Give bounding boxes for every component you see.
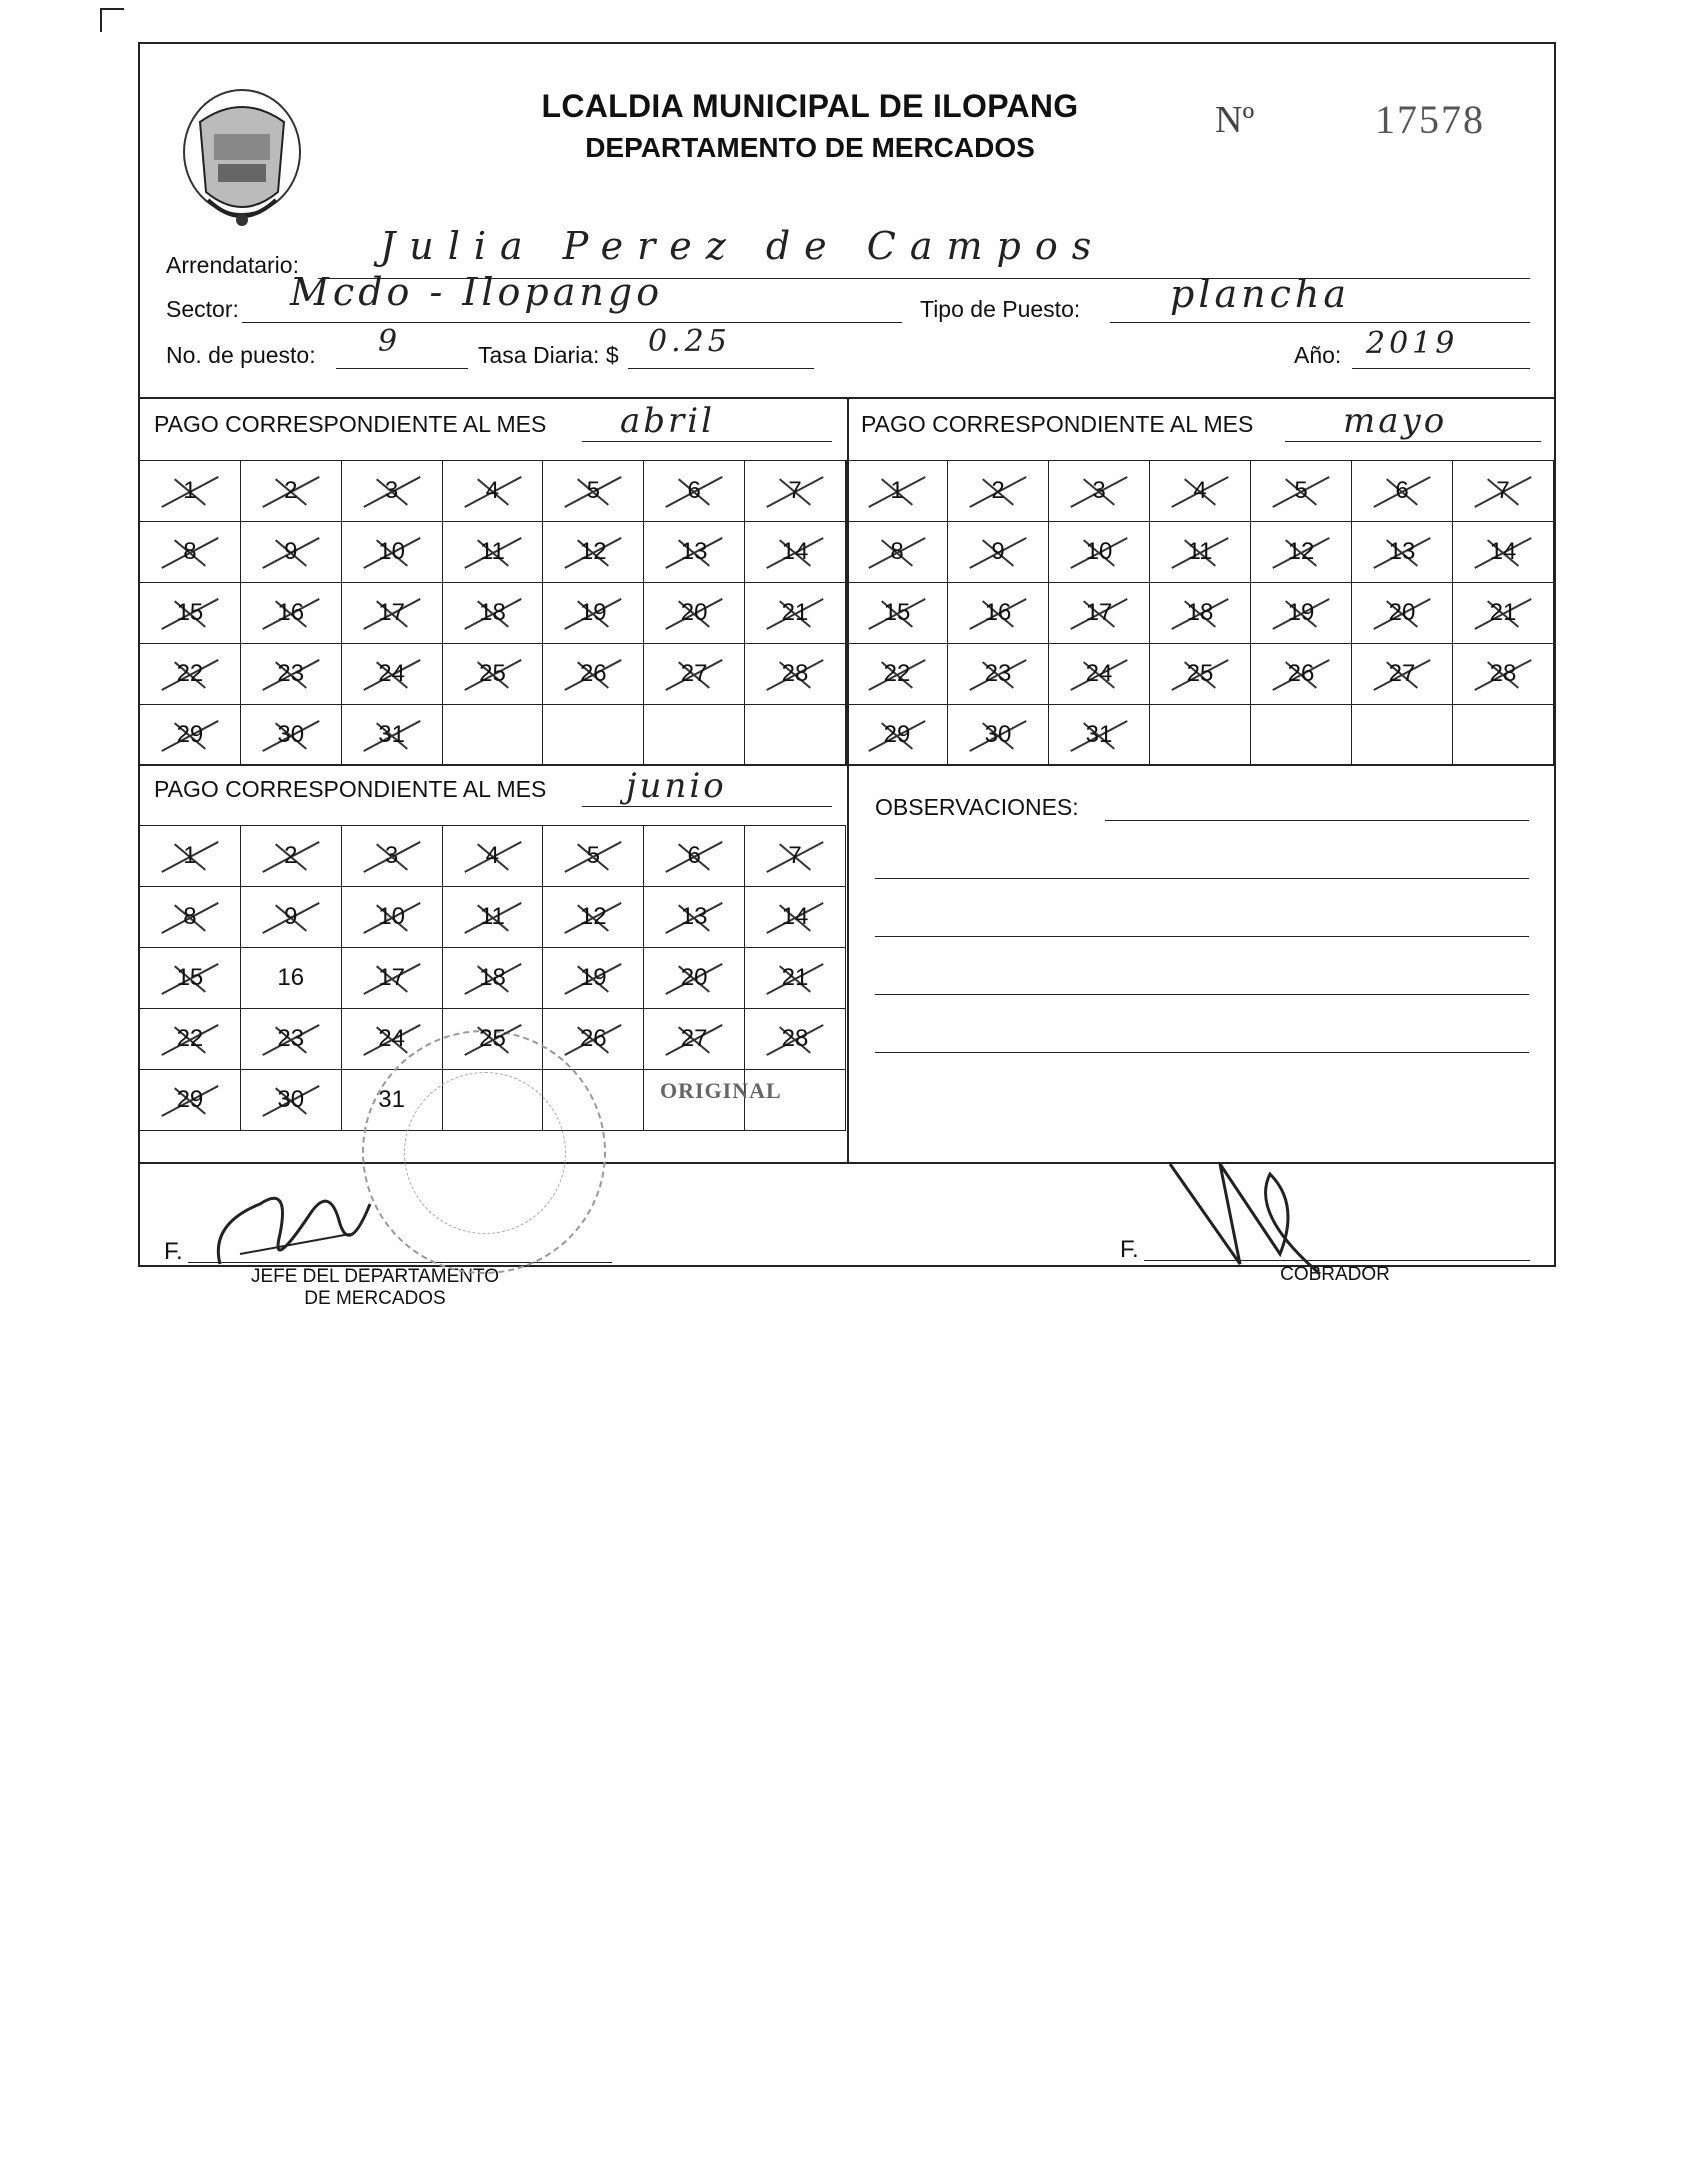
day-cell [341, 948, 442, 1009]
day-grid [846, 460, 1554, 766]
day-number: 3 [384, 477, 399, 504]
day-row [847, 644, 1554, 705]
day-cell [240, 948, 341, 1009]
day-number: 4 [485, 477, 500, 504]
day-cell [745, 522, 846, 583]
day-cell [341, 705, 442, 766]
day-number: 29 [883, 721, 911, 748]
day-number: 15 [176, 964, 204, 991]
day-cell [543, 826, 644, 887]
day-number: 20 [1388, 599, 1416, 626]
day-number: 26 [579, 1025, 607, 1052]
month-heading: PAGO CORRESPONDIENTE AL MES [154, 776, 547, 802]
tipo-puesto-label: Tipo de Puesto: [920, 296, 1081, 322]
month-name-line [582, 806, 832, 807]
month-name-line [582, 441, 832, 442]
day-number: 22 [176, 1025, 204, 1052]
day-cell [1251, 583, 1352, 644]
puesto-line [336, 368, 468, 369]
day-number: 21 [781, 599, 809, 626]
tipo-puesto-line [1110, 322, 1530, 323]
day-number: 3 [384, 842, 399, 869]
day-cell [1453, 644, 1554, 705]
day-number: 27 [680, 1025, 708, 1052]
day-cell [140, 705, 241, 766]
day-number: 27 [1388, 660, 1416, 687]
day-number: 8 [183, 538, 197, 565]
day-row [847, 705, 1554, 766]
day-cell [1049, 705, 1150, 766]
month-heading: PAGO CORRESPONDIENTE AL MES [154, 411, 547, 437]
month-name-line [1285, 441, 1541, 442]
month-block-may [847, 399, 1556, 764]
day-cell [847, 461, 948, 522]
day-cell [240, 461, 341, 522]
months-area [140, 399, 1554, 1162]
day-number: 12 [579, 538, 607, 565]
day-cell [745, 887, 846, 948]
month-name: abril [620, 401, 716, 441]
day-number: 7 [788, 842, 802, 869]
day-number: 28 [781, 660, 809, 687]
day-cell [140, 461, 241, 522]
anio-line [1352, 368, 1530, 369]
day-cell [644, 583, 745, 644]
day-number: 5 [586, 477, 600, 504]
market-payment-card [138, 42, 1556, 1309]
day-cell [240, 1070, 341, 1131]
day-number: 11 [479, 538, 505, 565]
day-cell [847, 644, 948, 705]
day-row [847, 522, 1554, 583]
day-number: 21 [781, 964, 809, 991]
day-row [140, 705, 846, 766]
day-number: 24 [1085, 660, 1113, 687]
day-cell [140, 887, 241, 948]
day-number: 30 [277, 1086, 305, 1113]
day-number: 30 [277, 721, 305, 748]
day-row [140, 826, 846, 887]
day-cell [341, 522, 442, 583]
right-signature-scribble [1150, 1144, 1350, 1294]
day-number: 20 [680, 964, 708, 991]
left-signature-f: F. [164, 1238, 183, 1265]
day-cell [341, 826, 442, 887]
day-number: 31 [1085, 721, 1113, 748]
day-cell [644, 705, 745, 766]
tasa-value: 0.25 [648, 324, 731, 359]
day-cell [543, 705, 644, 766]
day-number: 31 [378, 721, 405, 748]
day-cell [1150, 583, 1251, 644]
tipo-puesto-value: plancha [1170, 272, 1351, 316]
day-cell [543, 583, 644, 644]
day-cell [1352, 461, 1453, 522]
day-cell [543, 887, 644, 948]
day-cell [140, 522, 241, 583]
day-number: 14 [1489, 538, 1517, 565]
day-number: 13 [1388, 538, 1416, 565]
day-number: 2 [991, 477, 1005, 504]
day-cell [1453, 461, 1554, 522]
day-number: 10 [378, 538, 405, 565]
day-cell [745, 583, 846, 644]
day-grid [139, 460, 846, 766]
day-number: 24 [378, 660, 405, 687]
day-number: 16 [984, 599, 1012, 626]
day-cell [745, 1009, 846, 1070]
observaciones-block [847, 764, 1556, 1162]
stamp-inner-ring [404, 1072, 566, 1234]
anio-label: Año: [1294, 342, 1342, 368]
day-cell [644, 887, 745, 948]
sector-label: Sector: [166, 296, 239, 322]
municipality-title: LCALDIA MUNICIPAL DE ILOPANG [541, 88, 1079, 124]
day-cell [1150, 522, 1251, 583]
day-number: 25 [1186, 660, 1214, 687]
day-cell [442, 522, 543, 583]
month-name: mayo [1343, 401, 1448, 441]
day-number: 22 [176, 660, 204, 687]
day-cell [341, 583, 442, 644]
sector-line [242, 322, 902, 323]
day-cell [745, 948, 846, 1009]
day-number: 14 [781, 538, 809, 565]
day-number: 23 [277, 1025, 305, 1052]
day-number: 26 [1287, 660, 1315, 687]
day-cell [1352, 705, 1453, 766]
day-cell [644, 644, 745, 705]
caption-line: JEFE DEL DEPARTAMENTO [250, 1266, 500, 1287]
day-number: 13 [680, 903, 708, 930]
day-cell [442, 461, 543, 522]
card-header [140, 44, 1554, 399]
signature-area [140, 1162, 1554, 1309]
day-number: 31 [378, 1086, 405, 1113]
day-number: 12 [579, 903, 607, 930]
day-cell [847, 522, 948, 583]
day-row [140, 522, 846, 583]
day-cell [442, 948, 543, 1009]
day-cell [1049, 644, 1150, 705]
day-number: 11 [1187, 538, 1213, 565]
day-row [140, 887, 846, 948]
day-number: 10 [378, 903, 405, 930]
day-number: 16 [277, 599, 305, 626]
day-number: 29 [176, 721, 204, 748]
day-number: 19 [579, 964, 607, 991]
day-number: 4 [1193, 477, 1207, 504]
day-number: 20 [680, 599, 708, 626]
day-row [140, 583, 846, 644]
day-number: 29 [176, 1086, 204, 1113]
receipt-number: 17578 [1375, 97, 1485, 142]
day-number: 7 [788, 477, 802, 504]
puesto-label: No. de puesto: [166, 342, 316, 368]
day-cell [948, 522, 1049, 583]
day-number: 27 [680, 660, 708, 687]
day-number: 30 [984, 721, 1012, 748]
day-cell [948, 461, 1049, 522]
day-cell [140, 948, 241, 1009]
day-number: 9 [284, 538, 298, 565]
day-number: 7 [1496, 477, 1510, 504]
day-number: 4 [485, 842, 500, 869]
day-cell [1352, 583, 1453, 644]
day-number: 5 [586, 842, 600, 869]
municipal-seal-icon [178, 82, 306, 230]
scan-corner-mark [100, 8, 124, 32]
day-number: 24 [378, 1025, 405, 1052]
day-number: 8 [183, 903, 197, 930]
day-cell [948, 644, 1049, 705]
day-cell [1150, 644, 1251, 705]
day-cell [644, 948, 745, 1009]
observaciones-line [875, 994, 1529, 995]
day-number: 25 [479, 1025, 506, 1052]
day-cell [1251, 522, 1352, 583]
original-label: ORIGINAL [660, 1078, 782, 1103]
day-cell [644, 522, 745, 583]
day-number: 15 [176, 599, 204, 626]
day-number: 23 [984, 660, 1012, 687]
day-cell [847, 583, 948, 644]
day-cell [240, 644, 341, 705]
right-signature-f: F. [1120, 1236, 1139, 1263]
day-number: 19 [579, 599, 607, 626]
day-cell [140, 1070, 241, 1131]
day-cell [341, 887, 442, 948]
day-number: 9 [284, 903, 298, 930]
day-row [140, 948, 846, 1009]
day-number: 12 [1287, 538, 1315, 565]
day-row [847, 583, 1554, 644]
day-cell [240, 522, 341, 583]
arrendatario-value: Julia Perez de Campos [380, 224, 1106, 268]
day-number: 8 [890, 538, 904, 565]
day-cell [140, 583, 241, 644]
day-number: 6 [687, 477, 701, 504]
day-cell [1049, 583, 1150, 644]
day-number: 19 [1287, 599, 1315, 626]
day-cell [543, 461, 644, 522]
day-cell [442, 705, 543, 766]
day-cell [140, 826, 241, 887]
sector-value: Mcdo - Ilopango [290, 270, 664, 314]
day-cell [1251, 461, 1352, 522]
day-cell [1049, 522, 1150, 583]
day-number: 18 [479, 964, 506, 991]
observaciones-label: OBSERVACIONES: [875, 794, 1079, 820]
day-number: 28 [781, 1025, 809, 1052]
day-number: 25 [479, 660, 506, 687]
day-cell [1352, 644, 1453, 705]
day-number: 22 [883, 660, 911, 687]
day-cell [240, 826, 341, 887]
month-block-april [140, 399, 847, 764]
day-number: 11 [479, 903, 505, 930]
day-number: 6 [1395, 477, 1409, 504]
observaciones-line [875, 936, 1529, 937]
day-number: 13 [680, 538, 708, 565]
day-number: 18 [479, 599, 506, 626]
day-cell [644, 1009, 745, 1070]
day-cell [543, 644, 644, 705]
day-number: 26 [579, 660, 607, 687]
municipal-stamp [362, 1030, 606, 1274]
day-number: 9 [991, 538, 1005, 565]
day-row [140, 644, 846, 705]
day-cell [240, 705, 341, 766]
right-signature-caption: COBRADOR [1280, 1264, 1390, 1285]
day-cell [644, 461, 745, 522]
day-cell [745, 461, 846, 522]
day-row [847, 461, 1554, 522]
month-name: junio [626, 766, 727, 806]
day-number: 1 [183, 842, 197, 869]
day-cell [745, 705, 846, 766]
day-cell [240, 583, 341, 644]
day-number: 17 [378, 964, 405, 991]
day-cell [1453, 705, 1554, 766]
day-cell [1150, 705, 1251, 766]
day-number: 23 [277, 660, 305, 687]
day-number: 18 [1186, 599, 1214, 626]
day-cell [745, 644, 846, 705]
day-number: 6 [687, 842, 701, 869]
puesto-value: 9 [378, 324, 402, 359]
day-cell [240, 887, 341, 948]
day-number: 3 [1092, 477, 1106, 504]
department-title: DEPARTAMENTO DE MERCADOS [585, 132, 1035, 163]
day-cell [1251, 644, 1352, 705]
day-number: 14 [781, 903, 809, 930]
day-number: 28 [1489, 660, 1517, 687]
day-cell [1453, 522, 1554, 583]
tasa-label: Tasa Diaria: $ [478, 342, 619, 368]
day-number: 1 [890, 477, 904, 504]
day-number: 2 [284, 477, 298, 504]
arrendatario-label: Arrendatario: [166, 252, 299, 278]
day-cell [948, 583, 1049, 644]
day-cell [948, 705, 1049, 766]
day-cell [1453, 583, 1554, 644]
day-cell [1352, 522, 1453, 583]
day-cell [442, 644, 543, 705]
day-number: 15 [883, 599, 911, 626]
day-cell [442, 887, 543, 948]
day-cell [1049, 461, 1150, 522]
day-cell [543, 948, 644, 1009]
day-cell [140, 644, 241, 705]
day-cell [341, 644, 442, 705]
tasa-line [628, 368, 814, 369]
observaciones-line [875, 878, 1529, 879]
observaciones-line [875, 1052, 1529, 1053]
day-number: 10 [1085, 538, 1113, 565]
day-cell [745, 826, 846, 887]
month-heading: PAGO CORRESPONDIENTE AL MES [861, 411, 1254, 437]
day-number: 16 [277, 964, 305, 991]
day-number: 17 [378, 599, 405, 626]
day-number: 5 [1294, 477, 1308, 504]
day-cell [240, 1009, 341, 1070]
day-cell [1150, 461, 1251, 522]
day-cell [543, 522, 644, 583]
observaciones-line [1105, 820, 1529, 821]
day-cell [847, 705, 948, 766]
day-cell [442, 826, 543, 887]
number-label: Nº [1215, 99, 1255, 141]
day-cell [1251, 705, 1352, 766]
day-cell [140, 1009, 241, 1070]
caption-line: DE MERCADOS [304, 1288, 446, 1309]
day-cell [341, 461, 442, 522]
day-cell [442, 583, 543, 644]
day-number: 2 [284, 842, 298, 869]
day-number: 17 [1085, 599, 1113, 626]
day-number: 21 [1489, 599, 1517, 626]
anio-value: 2019 [1366, 326, 1459, 361]
day-row [140, 461, 846, 522]
day-cell [644, 826, 745, 887]
day-number: 1 [183, 477, 197, 504]
